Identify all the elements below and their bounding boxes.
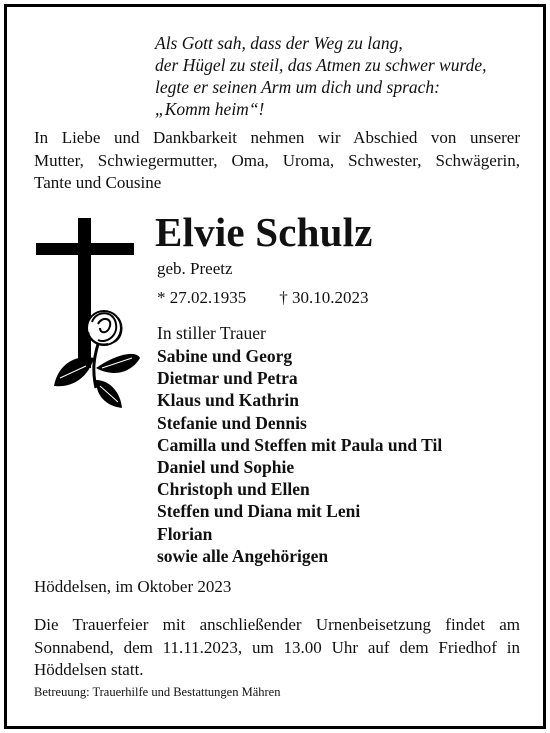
care-note: Betreuung: Trauerhilfe und Bestattungen Mähren	[34, 685, 281, 699]
list-item: Florian	[157, 523, 213, 544]
poem-line: der Hügel zu steil, das Atmen zu schwer wurde,	[155, 55, 487, 75]
funeral-line: Höddelsen statt.	[34, 660, 144, 679]
born-name: geb. Preetz	[157, 259, 233, 278]
list-item: Stefanie und Dennis	[157, 412, 307, 433]
funeral-info	[34, 614, 520, 682]
list-item: Steffen und Diana mit Leni	[157, 501, 361, 522]
cross-with-rose-icon	[36, 218, 148, 418]
funeral-line: Sonnabend, dem 11.11.2023, um 13.00 Uhr auf dem Friedhof in	[34, 637, 520, 657]
list-item: Christoph und Ellen	[157, 479, 310, 500]
death-date: † 30.10.2023	[279, 288, 369, 307]
intro-line: In Liebe und Dankbarkeit nehmen wir Abschied von unserer	[34, 128, 520, 147]
life-dates	[157, 287, 369, 309]
intro-line: Tante und Cousine	[34, 173, 162, 192]
birth-date: * 27.02.1935	[157, 288, 247, 307]
funeral-line: Die Trauerfeier mit anschließender Urnenbeisetzung findet am	[34, 615, 520, 634]
deceased-name: Elvie Schulz	[155, 209, 373, 255]
mourners-list	[157, 345, 442, 567]
poem-line: legte er seinen Arm um dich und sprach:	[155, 77, 440, 97]
poem	[155, 32, 535, 120]
list-item: sowie alle Angehörigen	[157, 545, 329, 566]
intro-line: Mutter, Schwiegermutter, Oma, Uroma, Schwester, Schwägerin,	[34, 150, 520, 170]
intro-text	[34, 127, 520, 195]
place-date: Höddelsen, im Oktober 2023	[34, 577, 232, 596]
poem-line: „Komm heim“!	[155, 99, 265, 119]
list-item: Dietmar und Petra	[157, 368, 298, 389]
poem-line: Als Gott sah, dass der Weg zu lang,	[155, 33, 403, 53]
mourning-heading: In stiller Trauer	[157, 323, 266, 343]
list-item: Klaus und Kathrin	[157, 390, 299, 411]
list-item: Camilla und Steffen mit Paula und Til	[157, 434, 443, 455]
list-item: Sabine und Georg	[157, 346, 293, 366]
list-item: Daniel und Sophie	[157, 457, 295, 478]
